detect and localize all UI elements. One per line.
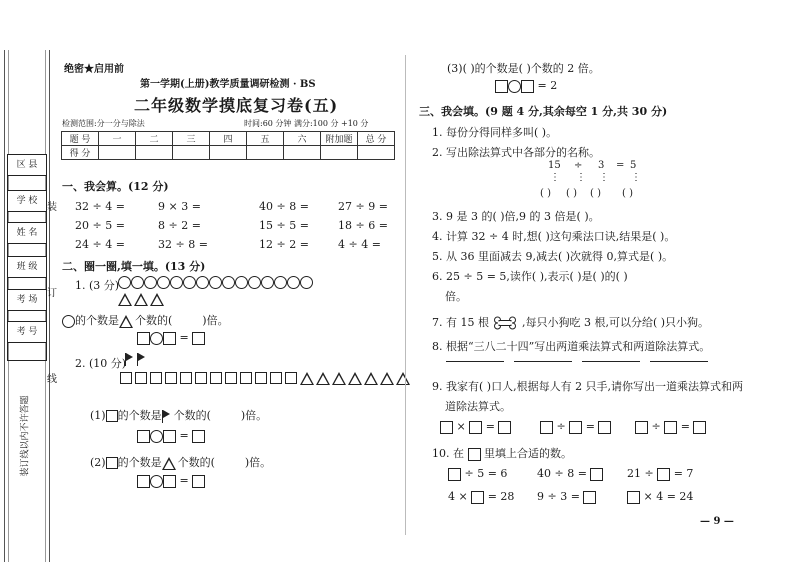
fill-item-9: 9. 我家有( )口人,根据每人有 2 只手,请你写出一道乘法算式和两	[432, 380, 744, 393]
score-header-cell: 三	[173, 132, 210, 146]
q9-multiplication[interactable]: × =	[440, 420, 511, 434]
calc-item: 12 ÷ 2 =	[259, 238, 309, 251]
score-header-cell: 五	[247, 132, 284, 146]
fill-item-1: 1. 每份分得同样多叫( )。	[432, 126, 558, 139]
score-header-cell: 二	[136, 132, 173, 146]
score-header-cell: 四	[210, 132, 247, 146]
fill-item-5: 5. 从 36 里面减去 9,减去( )次就得 0,算式是( )。	[432, 250, 674, 263]
exam-room-label: 考 场	[7, 289, 47, 311]
section3-title: 三、我会填。(9 题 4 分,其余每空 1 分,共 30 分)	[419, 105, 668, 118]
school-label: 学 校	[7, 190, 47, 212]
q1-equation[interactable]: =	[137, 331, 205, 345]
fill-item-3: 3. 9 是 3 的( )倍,9 的 3 倍是( )。	[432, 210, 600, 223]
section1-title: 一、我会算。(12 分)	[62, 180, 169, 193]
binding-note: 装订线以内不许答题	[20, 395, 31, 477]
square-triangle-row	[120, 371, 412, 385]
score-cell[interactable]	[284, 146, 321, 160]
q2-sub2-equation[interactable]: =	[137, 474, 205, 488]
fill-item-6: 6. 25 ÷ 5 = 5,读作( ),表示( )是( )的( )	[432, 270, 628, 283]
cut-mark-xian: 线	[47, 374, 57, 385]
q10-item-6[interactable]: × 4 = 24	[627, 490, 693, 504]
time-and-score: 时间:60 分钟 满分:100 分 +10 分	[244, 119, 369, 128]
district-label: 区 县	[7, 154, 47, 176]
cut-mark-zhuang: 装	[47, 202, 57, 213]
calc-item: 32 ÷ 4 =	[75, 200, 125, 213]
exam-number-label: 考 号	[7, 321, 47, 343]
fill-item-2: 2. 写出除法算式中各部分的名称。	[432, 146, 600, 159]
calc-item: 4 ÷ 4 =	[338, 238, 381, 251]
score-cell[interactable]	[173, 146, 210, 160]
q10-item-4[interactable]: 4 × = 28	[448, 490, 515, 503]
score-header-cell: 题 号	[62, 132, 99, 146]
score-header-cell: 总 分	[358, 132, 395, 146]
score-header-cell: 六	[284, 132, 321, 146]
triangle-row	[118, 292, 166, 306]
calc-item: 40 ÷ 8 =	[259, 200, 309, 213]
q10-item-5[interactable]: 9 ÷ 3 =	[537, 490, 596, 504]
cut-mark-ding: 订	[47, 288, 57, 299]
fill-item-6-cont: 倍。	[445, 290, 467, 303]
exam-title: 第一学期(上册)教学质量调研检测 · BS	[140, 79, 316, 90]
column-divider	[405, 55, 406, 535]
exam-scope: 检测范围:分一分与除法	[62, 119, 145, 128]
triangle-icon	[119, 315, 133, 328]
circle-icon	[62, 315, 75, 328]
bone-icon	[494, 316, 516, 330]
score-header-cell: 一	[99, 132, 136, 146]
q9-division-1[interactable]: ÷ =	[540, 420, 611, 434]
q9-division-2[interactable]: ÷ =	[635, 420, 706, 434]
q2-label: 2. (10 分)	[75, 357, 127, 370]
q10-item-2[interactable]: 40 ÷ 8 =	[537, 467, 603, 481]
class-label: 班 级	[7, 256, 47, 278]
confidential-mark: 绝密★启用前	[64, 64, 124, 75]
calc-item: 20 ÷ 5 =	[75, 219, 125, 232]
score-cell[interactable]	[99, 146, 136, 160]
calc-item: 32 ÷ 8 =	[158, 238, 208, 251]
fill-item-9-cont: 道除法算式。	[445, 400, 511, 413]
name-label: 姓 名	[7, 222, 47, 244]
q2-sub1: (1) 的个数是 个数的( )倍。	[90, 409, 268, 422]
q2-sub1-equation[interactable]: =	[137, 429, 205, 443]
fill-item-7: 7. 有 15 根 ,每只小狗吃 3 根,可以分给( )只小狗。	[432, 316, 710, 329]
section2-title: 二、圈一圈,填一填。(13 分)	[62, 260, 206, 273]
score-cell[interactable]	[210, 146, 247, 160]
fill-item-8: 8. 根据“三八二十四”写出两道乘法算式和两道除法算式。	[432, 340, 711, 353]
calc-item: 9 × 3 =	[158, 200, 201, 213]
q1-label: 1. (3 分)	[75, 279, 120, 292]
calc-item: 24 ÷ 4 =	[75, 238, 125, 251]
calc-item: 27 ÷ 9 =	[338, 200, 388, 213]
fill-item-10: 10. 在 里填上合适的数。	[432, 447, 572, 460]
q3-sentence: (3)( )的个数是( )个数的 2 倍。	[447, 62, 600, 75]
q1-sentence: 的个数是 个数的( )倍。	[62, 312, 229, 328]
q10-item-3[interactable]: 21 ÷ = 7	[627, 467, 694, 480]
q2-sub2: (2) 的个数是 个数的( )倍。	[90, 456, 272, 469]
score-cell[interactable]	[321, 146, 358, 160]
score-row-label: 得 分	[62, 146, 99, 160]
main-title: 二年级数学摸底复习卷(五)	[134, 96, 339, 115]
score-cell[interactable]	[358, 146, 395, 160]
q10-item-1[interactable]: ÷ 5 = 6	[448, 467, 507, 481]
score-cell[interactable]	[136, 146, 173, 160]
division-diagram: 15 ÷ 3 = 5 ⋮ ⋮ ⋮ ⋮ ( ) ( ) ( ) ( )	[540, 160, 641, 199]
fill-item-4: 4. 计算 32 ÷ 4 时,想( )这句乘法口诀,结果是( )。	[432, 230, 676, 243]
circle-row	[118, 275, 313, 289]
q3-equation[interactable]: = 2	[495, 79, 557, 93]
score-cell[interactable]	[247, 146, 284, 160]
flag-row	[125, 352, 149, 366]
calc-item: 8 ÷ 2 =	[158, 219, 201, 232]
q8-answer-lines[interactable]	[446, 352, 716, 365]
score-header-cell: 附加题	[321, 132, 358, 146]
score-table	[61, 131, 395, 160]
exam-number-field[interactable]	[7, 343, 47, 361]
calc-item: 15 ÷ 5 =	[259, 219, 309, 232]
page-number: — 9 —	[700, 516, 734, 527]
calc-item: 18 ÷ 6 =	[338, 219, 388, 232]
